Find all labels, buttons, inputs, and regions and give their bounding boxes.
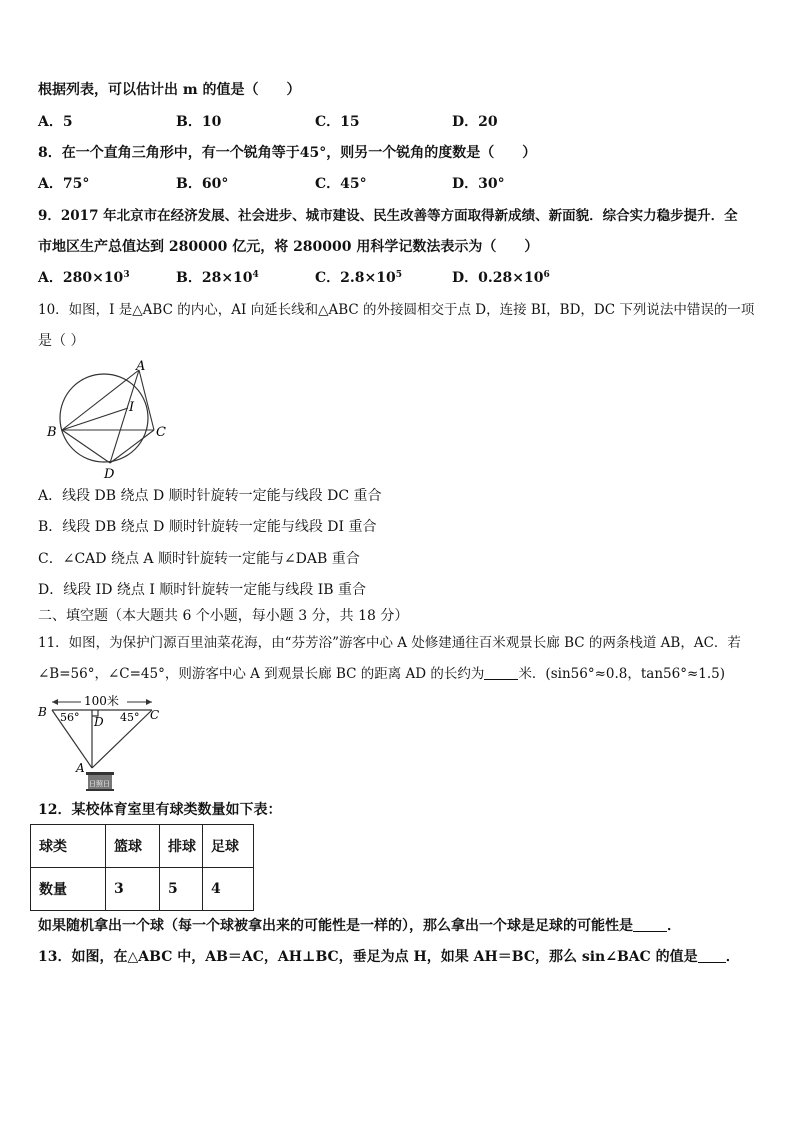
table-cell: 数量 [31, 868, 106, 911]
ball-count-table [30, 824, 254, 911]
q9-stem-line1: 9．2017 年北京市在经济发展、社会进步、城市建设、民生改善等方面取得新成绩、新面貌．综合实力稳步提升．全 [38, 208, 738, 224]
q10-option-d: D．线段 ID 绕点 I 顺时针旋转一定能与线段 IB 重合 [38, 582, 367, 598]
q7-option-d: D．20 [452, 114, 498, 130]
q11-stem-line2: ∠B=56°，∠C=45°，则游客中心 A 到观景长廊 BC 的距离 AD 的长约为 米．(sin56°≈0.8，tan56°≈1.5) [38, 666, 725, 682]
table-header-cell: 足球 [203, 825, 254, 868]
q8-option-c: C．45° [315, 176, 367, 192]
q13-stem: 13．如图，在△ABC 中，AB＝AC，AH⊥BC，垂足为点 H，如果 AH＝BC，那么 sin∠BAC 的值是 ． [38, 949, 740, 965]
q8-option-d: D．30° [452, 176, 505, 192]
table-cell: 4 [203, 868, 254, 911]
q10-stem-line1: 10．如图，I 是△ABC 的内心，AI 向延长线和△ABC 的外接圆相交于点 D，连接 BI，BD，DC 下列说法中错误的一项 [38, 302, 755, 318]
label-c: C [156, 425, 166, 440]
table-cell: 3 [106, 868, 160, 911]
length-label: 100米 [84, 694, 119, 708]
label-d: D [94, 715, 104, 729]
q9-stem-line2: 市地区生产总值达到 280000 亿元，将 280000 用科学记数法表示为（ ） [38, 239, 539, 255]
table-header-cell: 篮球 [106, 825, 160, 868]
label-a: A [76, 761, 85, 775]
q7-stem: 根据列表，可以估计出 m 的值是（ ） [38, 82, 301, 98]
arrow-left-icon [52, 699, 58, 705]
building-sign: 日照日 [89, 780, 110, 788]
label-d: D [104, 467, 115, 482]
angle-c-label: 45° [120, 711, 140, 724]
table-row [31, 825, 254, 868]
angle-b-label: 56° [60, 711, 80, 724]
q10-circle-figure [38, 360, 178, 482]
visitor-center-icon [86, 772, 114, 791]
q10-option-a: A．线段 DB 绕点 D 顺时针旋转一定能与线段 DC 重合 [38, 488, 382, 504]
table-header-cell: 球类 [31, 825, 106, 868]
q10-stem-line2: 是（ ） [38, 333, 85, 349]
circumcircle [60, 374, 148, 462]
table-row [31, 868, 254, 911]
q11-figure [36, 690, 166, 794]
q9-option-a: A．$280\times 10^3$ [38, 270, 130, 286]
q13-answer-blank [698, 948, 726, 963]
arrow-right-icon [146, 699, 152, 705]
label-b: B [38, 705, 47, 719]
q11-answer-blank [484, 665, 518, 680]
q7-option-b: B．10 [176, 114, 222, 130]
label-a: A [136, 360, 146, 374]
q8-option-a: A．75° [38, 176, 90, 192]
table-header-cell: 排球 [160, 825, 203, 868]
q9-option-b: B．$28\times 10^4$ [176, 270, 259, 286]
q8-stem: 8．在一个直角三角形中，有一个锐角等于45°，则另一个锐角的度数是（ ） [38, 145, 537, 161]
label-b: B [47, 425, 57, 440]
q11-stem-line1: 11．如图，为保护门源百里油菜花海，由“芬芳浴”游客中心 A 处修建通往百米观景长廊 BC 的两条栈道 AB，AC．若 [38, 635, 741, 651]
q12-question: 如果随机拿出一个球（每一个球被拿出来的可能性是一样的），那么拿出一个球是足球的可能性是 ． [38, 918, 681, 934]
q8-option-b: B．60° [176, 176, 229, 192]
section-heading: 二、填空题（本大题共 6 个小题，每小题 3 分，共 18 分） [38, 608, 409, 624]
q9-option-c: C．$2.8\times 10^5$ [315, 270, 402, 286]
q10-option-c: C．∠CAD 绕点 A 顺时针旋转一定能与∠DAB 重合 [38, 551, 360, 567]
segment-ac [139, 370, 154, 430]
q7-option-c: C．15 [315, 114, 360, 130]
label-c: C [150, 708, 160, 722]
q9-option-d: D．$0.28\times 10^6$ [452, 270, 550, 286]
segment-bi [62, 408, 128, 430]
q10-option-b: B．线段 DB 绕点 D 顺时针旋转一定能与线段 DI 重合 [38, 519, 377, 535]
segment-ba [62, 370, 139, 430]
q12-answer-blank [633, 917, 667, 932]
label-i: I [129, 400, 135, 415]
q7-option-a: A．5 [38, 114, 73, 130]
table-cell: 5 [160, 868, 203, 911]
segment-dc [110, 430, 154, 463]
q12-stem: 12．某校体育室里有球类数量如下表： [38, 802, 282, 818]
